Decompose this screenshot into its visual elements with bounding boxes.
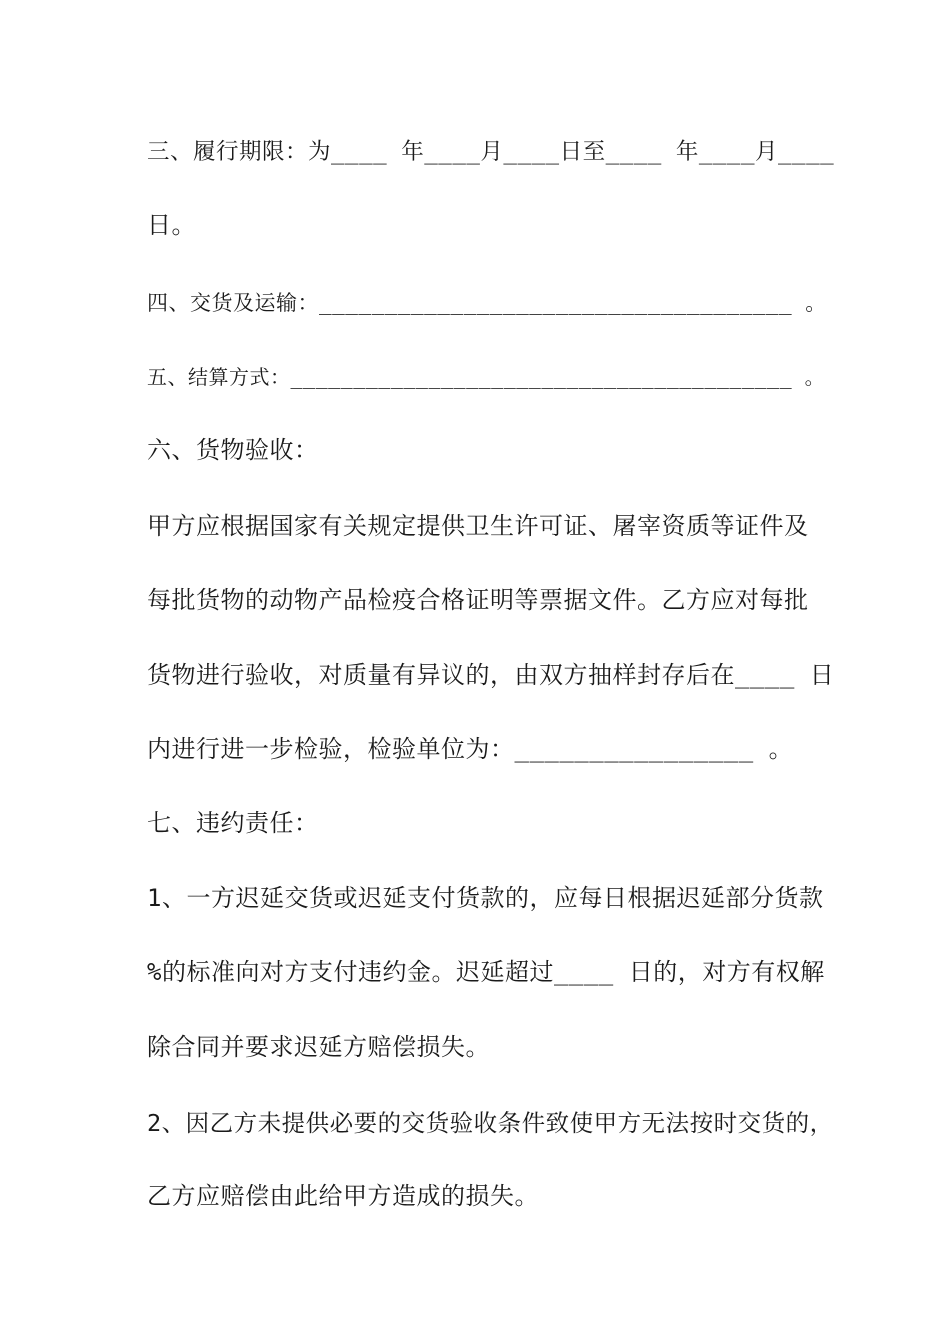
clause-6-text-line-3: 货物进行验收，对质量有异议的，由双方抽样封存后在____ 日 [147,661,835,689]
clause-7-item-1-line-1: 1、一方迟延交货或迟延支付货款的，应每日根据迟延部分货款 [147,884,824,912]
clause-7-heading: 七、违约责任： [147,809,319,837]
clause-3-term-line-2: 日。 [147,211,196,239]
clause-4-delivery: 四、交货及运输：____________________________________ 。 [147,291,827,315]
clause-6-heading: 六、货物验收： [147,436,319,464]
clause-7-item-2-line-1: 2、因乙方未提供必要的交货验收条件致使甲方无法按时交货的， [147,1109,834,1137]
clause-6-text-line-1: 甲方应根据国家有关规定提供卫生许可证、屠宰资质等证件及 [147,512,809,540]
clause-3-term-line-1: 三、履行期限：为____ 年____月____日至____ 年____月____ [147,139,835,165]
clause-5-settlement: 五、结算方式：________________________________________ 。 [147,365,826,389]
clause-7-item-1-line-3: 除合同并要求迟延方赔偿损失。 [147,1033,490,1061]
clause-7-item-2-line-2: 乙方应赔偿由此给甲方造成的损失。 [147,1182,539,1210]
clause-7-item-1-line-2: %的标准向对方支付违约金。迟延超过____ 日的，对方有权解 [147,958,825,986]
clause-6-text-line-2: 每批货物的动物产品检疫合格证明等票据文件。乙方应对每批 [147,586,809,614]
clause-6-text-line-4: 内进行进一步检验，检验单位为：________________ 。 [147,735,794,763]
